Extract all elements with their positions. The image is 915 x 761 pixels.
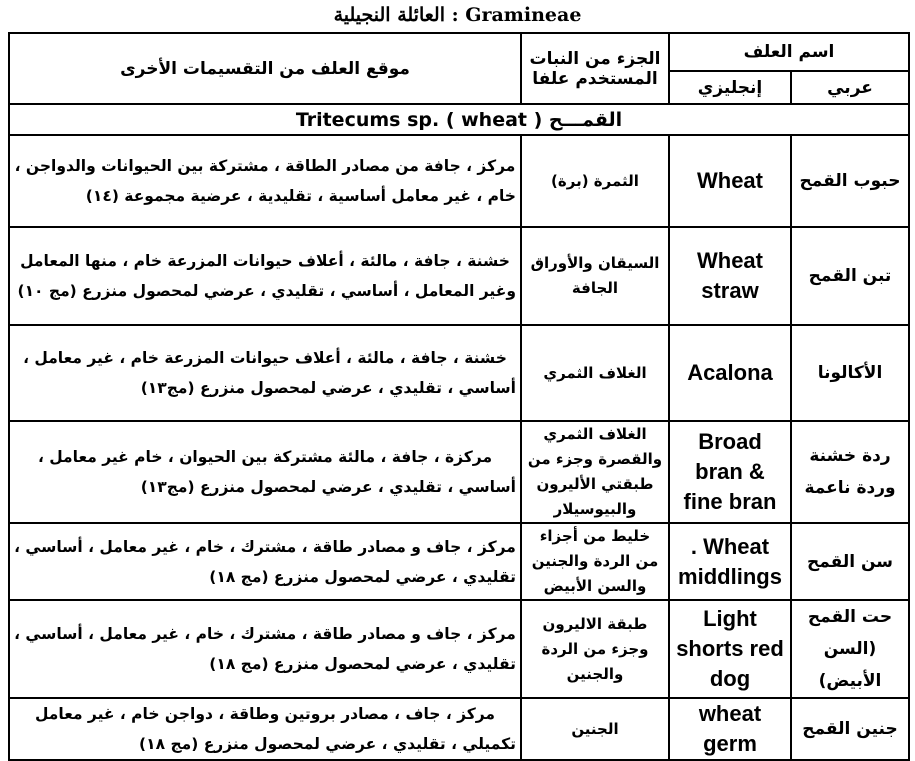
table-row (9, 421, 909, 523)
table-row (9, 227, 909, 325)
plant-part: السيقان والأوراق الجافة (521, 227, 669, 325)
header-location: موقع العلف من التقسيمات الأخرى (9, 33, 521, 104)
plant-part: الثمرة (برة) (521, 135, 669, 227)
feed-arabic-name: حبوب القمح (791, 135, 909, 227)
feed-english-name: Wheat straw (669, 227, 791, 325)
feed-english-name: Light shorts red dog (669, 600, 791, 698)
header-arabic: عربي (791, 71, 909, 104)
feed-english-name: Acalona (669, 325, 791, 421)
feed-english-name: Wheat (669, 135, 791, 227)
plant-part: خليط من أجزاء من الردة والجنين والسن الأبيض (521, 523, 669, 600)
feed-arabic-name: سن القمح (791, 523, 909, 600)
feed-arabic-name: جنين القمح (791, 698, 909, 760)
plant-part: الجنين (521, 698, 669, 760)
table-row (9, 325, 909, 421)
header-english: إنجليزي (669, 71, 791, 104)
feed-english-name: . Wheat middlings (669, 523, 791, 600)
feed-arabic-name: حت القمح (السن الأبيض) (791, 600, 909, 698)
feed-classification: مركز ، جاف و مصادر طاقة ، مشترك ، خام ، غير معامل ، أساسي ، تقليدي ، عرضي لمحصول منزرع (مج ١٨) (9, 600, 521, 698)
feed-arabic-name: تبن القمح (791, 227, 909, 325)
feed-classification: خشنة ، جافة ، مالئة ، أعلاف حيوانات المزرعة خام ، غير معامل ، أساسي ، تقليدي ، عرضي لمحصول منزرع (مج١٣) (9, 325, 521, 421)
plant-part: الغلاف الثمري والقصرة وجزء من طبقتي الأليرون والبيوسيلار (521, 421, 669, 523)
feed-english-name: Broad bran & fine bran (669, 421, 791, 523)
plant-part: طبقة الاليرون وجزء من الردة والجنين (521, 600, 669, 698)
table-row (9, 698, 909, 760)
feed-classification: خشنة ، جافة ، مالئة ، أعلاف حيوانات المزرعة خام ، منها المعامل وغير المعامل ، أساسي ، تقليدي ، عرضي لمحصول منزرع (مج ١٠) (9, 227, 521, 325)
table-row (9, 523, 909, 600)
feed-classification: مركزة ، جافة ، مالئة مشتركة بين الحيوان ، خام غير معامل ، أساسي ، تقليدي ، عرضي لمحصول منزرع (مج١٣) (9, 421, 521, 523)
header-plant-part: الجزء من النبات المستخدم علفا (521, 33, 669, 104)
table-row (9, 600, 909, 698)
page-title: العائلة النجيلية : Gramineae (333, 4, 582, 26)
plant-part: الغلاف الثمري (521, 325, 669, 421)
feed-arabic-name: ردة خشنة وردة ناعمة (791, 421, 909, 523)
feed-arabic-name: الأكالونا (791, 325, 909, 421)
feed-classification: مركز ، جاف و مصادر طاقة ، مشترك ، خام ، غير معامل ، أساسي ، تقليدي ، عرضي لمحصول منزرع (مج ١٨) (9, 523, 521, 600)
feed-english-name: wheat germ (669, 698, 791, 760)
table-row (9, 135, 909, 227)
section-row (9, 104, 909, 135)
header-row (9, 33, 909, 71)
section-title: Tritecums sp. ( wheat ) القمـــح (9, 104, 909, 135)
header-feed-name: اسم العلف (669, 33, 909, 71)
feed-classification: مركز ، جافة من مصادر الطاقة ، مشتركة بين الحيوانات والدواجن ، خام ، غير معامل أساسية ، تقليدية ، عرضية مجموعة (١٤) (9, 135, 521, 227)
feed-classification: مركز ، جاف ، مصادر بروتين وطاقة ، دواجن خام ، غير معامل تكميلي ، تقليدي ، عرضي لمحصول منزرع (مج ١٨) (9, 698, 521, 760)
feed-table (8, 32, 910, 761)
